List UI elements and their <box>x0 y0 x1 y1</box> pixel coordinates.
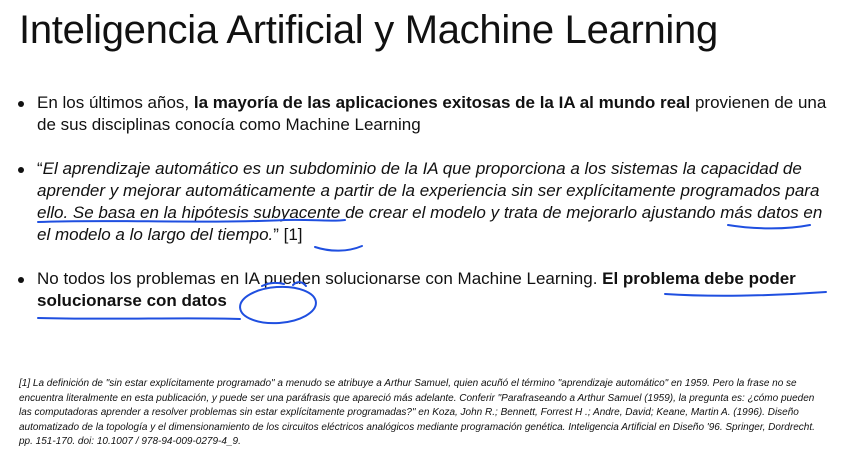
bullet-emphasis: El problema debe poder solucionarse con datos <box>37 269 796 310</box>
bullet-dot <box>18 277 24 283</box>
quote-open-mark: “ <box>37 159 43 178</box>
quote-text: El aprendizaje automático es un subdominio de la IA que proporciona a los sistemas la capacidad de aprender y mejorar automáticamente a partir de la experiencia sin ser explícitamente programados para ello. Se basa en la hipótesis subyacente de crear el modelo y trata de mejorarlo ajustando más datos en el modelo a lo largo del tiempo. <box>37 159 823 244</box>
bullet-dot <box>18 167 24 173</box>
quote-close-citation: ” [1] <box>273 225 303 244</box>
bullet-ml-applications <box>16 92 831 136</box>
bullet-text: En los últimos años, <box>37 93 194 112</box>
bullet-text: provienen de una de sus disciplinas conocía como Machine Learning <box>37 93 827 134</box>
bullet-ml-definition-quote <box>16 158 831 246</box>
slide-title: Inteligencia Artificial y Machine Learning <box>19 8 718 52</box>
bullet-emphasis: la mayoría de las aplicaciones exitosas de la IA al mundo real <box>193 93 691 112</box>
bullet-list <box>16 92 831 333</box>
bullet-dot <box>18 101 24 107</box>
bullet-data-requirement <box>16 268 831 312</box>
footnote: [1] La definición de "sin estar explícitamente programado" a menudo se atribuye a Arthur Samuel, quien acuñó el término "aprendizaje automático" en 1959. Pero la frase no se encuentra literalmente en esta publicación, y puede ser una paráfrasis que apareció más adelante. Conferir "Parafraseando a Arthur Samuel (1959), la pregunta es: ¿cómo pueden las computadoras aprender a resolver problemas sin estar explícitamente programadas?" en Koza, John R.; Bennett, Forrest H .; Andre, David; Keane, Martin A. (1996). Diseño automatizado de la topología y el dimensionamiento de los circuitos eléctricos analógicos mediante programación genética. Inteligencia Artificial en Diseño '96. Springer, Dordrecht. pp. 151-170. doi: 10.1007 / 978-94-009-0279-4_9. <box>19 378 815 447</box>
bullet-text: No todos los problemas en IA pueden solucionarse con Machine Learning. <box>37 269 603 288</box>
